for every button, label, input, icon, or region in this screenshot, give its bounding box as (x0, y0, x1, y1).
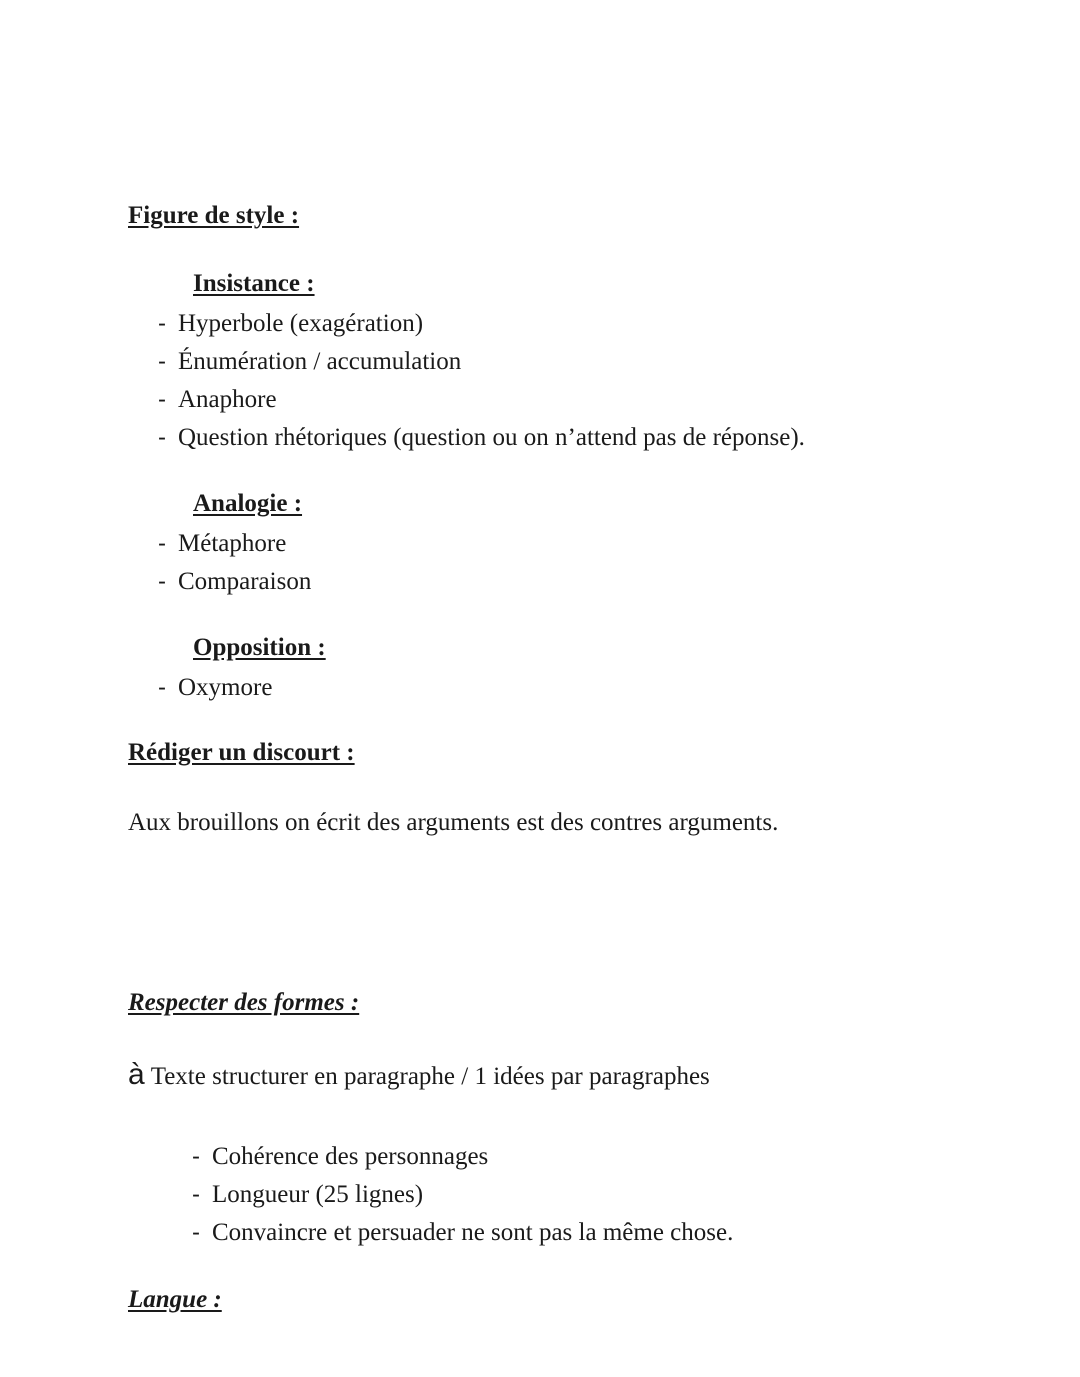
section-title-figure-de-style: Figure de style : (128, 202, 300, 229)
bullet-dash: - (158, 674, 166, 701)
list-item: - Longueur (25 lignes) (192, 1176, 733, 1214)
subheading-opposition: Opposition : (193, 634, 326, 661)
section-title-rediger: Rédiger un discourt : (128, 739, 355, 766)
list-item: - Comparaison (158, 563, 311, 601)
list-item: - Anaphore (158, 381, 805, 419)
bullet-dash: - (158, 530, 166, 557)
bullet-dash: - (192, 1143, 200, 1170)
section-title-langue: Langue : (128, 1286, 222, 1313)
analogie-list (158, 525, 311, 601)
list-item: - Convaincre et persuader ne sont pas la même chose. (192, 1214, 733, 1252)
bullet-dash: - (192, 1219, 200, 1246)
insistance-list (158, 305, 805, 457)
subheading-analogie: Analogie : (193, 490, 303, 517)
respecter-list (192, 1138, 733, 1252)
bullet-dash: - (158, 310, 166, 337)
bullet-dash: - (158, 424, 166, 451)
rediger-paragraph: Aux brouillons on écrit des arguments est des contres arguments. (128, 809, 779, 836)
respecter-paragraph: à Texte structurer en paragraphe / 1 idées par paragraphes (128, 1058, 710, 1091)
list-item: - Hyperbole (exagération) (158, 305, 805, 343)
bullet-dash: - (158, 348, 166, 375)
opposition-list (158, 669, 272, 707)
list-item: - Oxymore (158, 669, 272, 707)
bullet-dash: - (192, 1181, 200, 1208)
list-item: - Question rhétoriques (question ou on n’attend pas de réponse). (158, 419, 805, 457)
list-item: - Énumération / accumulation (158, 343, 805, 381)
bullet-dash: - (158, 568, 166, 595)
subheading-insistance: Insistance : (193, 270, 315, 297)
list-item: - Métaphore (158, 525, 311, 563)
arrow-marker: à (128, 1058, 145, 1091)
section-title-respecter: Respecter des formes : (128, 989, 360, 1016)
list-item: - Cohérence des personnages (192, 1138, 733, 1176)
bullet-dash: - (158, 386, 166, 413)
